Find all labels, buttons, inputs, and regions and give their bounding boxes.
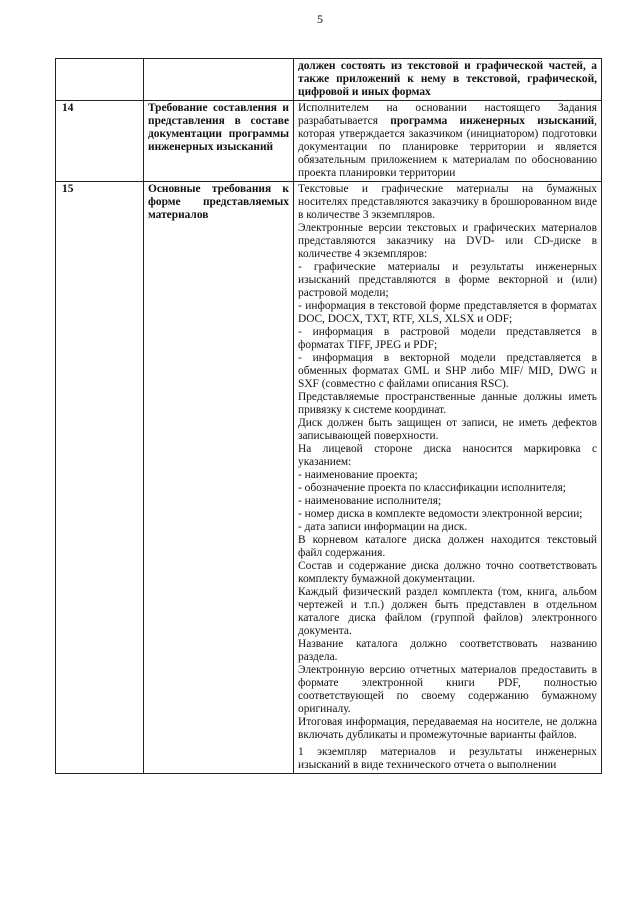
paragraph: Итоговая информация, передаваемая на носителе, не должна включать дубликаты и промежуточные варианты файлов. bbox=[298, 716, 597, 741]
row14-paragraph bbox=[298, 102, 597, 180]
paragraph: Электронные версии текстовых и графических материалов представляются заказчику на DVD- или CD-диске в количестве 4 экземпляров: bbox=[298, 222, 597, 260]
row-label-cell bbox=[144, 59, 294, 101]
page-number: 5 bbox=[317, 12, 323, 26]
table-row-continuation bbox=[56, 59, 602, 101]
row-content-cell bbox=[294, 59, 602, 101]
row-number: 15 bbox=[56, 182, 144, 774]
paragraph: - информация в растровой модели представляется в форматах TIFF, JPEG и PDF; bbox=[298, 326, 597, 351]
row14-text-a: Исполнителем на основании настоящего Задания разрабатывается bbox=[298, 102, 597, 127]
paragraph: Текстовые и графические материалы на бумажных носителях представляются заказчику в брошюрованном виде в количестве 3 экземпляров. bbox=[298, 183, 597, 221]
table-row-15 bbox=[56, 182, 602, 774]
row14-text-c: , которая утверждается заказчиком (инициатором) подготовки документации по планировке территории и является обязательным приложением к материалам по обоснованию проекта планировки территории bbox=[298, 115, 597, 179]
table-row-14 bbox=[56, 101, 602, 182]
paragraph: - наименование проекта; bbox=[298, 469, 418, 481]
row-label: Основные требования к форме представляемых материалов bbox=[144, 182, 294, 774]
row14-text-bold: программа инженерных изысканий bbox=[390, 115, 595, 127]
paragraph: На лицевой стороне диска наносится маркировка с указанием: bbox=[298, 443, 597, 468]
paragraph: - графические материалы и результаты инженерных изысканий представляются в форме векторной и (или) растровой модели; bbox=[298, 261, 597, 299]
paragraph: Состав и содержание диска должно точно соответствовать комплекту бумажной документации. bbox=[298, 560, 597, 585]
paragraph: 1 экземпляр материалов и результаты инженерных изысканий в виде технического отчета о выполнении bbox=[298, 746, 597, 771]
paragraph: - информация в текстовой форме представляется в форматах DOC, DOCX, TXT, RTF, XLS, XLSX и ODF; bbox=[298, 300, 597, 325]
paragraph: Название каталога должно соответствовать названию раздела. bbox=[298, 638, 597, 663]
paragraph: Электронную версию отчетных материалов предоставить в формате электронной книги PDF, полностью соответствующей по своему содержанию бумажному оригиналу. bbox=[298, 664, 597, 715]
row-content bbox=[294, 101, 602, 182]
paragraph: - дата записи информации на диск. bbox=[298, 521, 468, 533]
row-label: Требование составления и представления в составе документации программы инженерных изысканий bbox=[144, 101, 294, 182]
paragraph: - наименование исполнителя; bbox=[298, 495, 442, 507]
requirements-table bbox=[55, 58, 602, 774]
paragraph: Каждый физический раздел комплекта (том, книга, альбом чертежей и т.п.) должен быть представлен в отдельном каталоге диска файлом (группой файлов) электронного документа. bbox=[298, 586, 597, 637]
continuation-text: должен состоять из текстовой и графической частей, а также приложений к нему в текстовой, графической, цифровой и иных формах bbox=[298, 60, 597, 98]
paragraph: Представляемые пространственные данные должны иметь привязку к системе координат. bbox=[298, 391, 597, 416]
paragraph: - обозначение проекта по классификации исполнителя; bbox=[298, 482, 566, 494]
paragraph: - информация в векторной модели представляется в обменных форматах GML и SHP либо MIF/ MID, DWG и SXF (совместно с файлами описания RSC). bbox=[298, 352, 597, 390]
paragraph: Диск должен быть защищен от записи, не иметь дефектов записывающей поверхности. bbox=[298, 417, 597, 442]
row-number: 14 bbox=[56, 101, 144, 182]
paragraph: В корневом каталоге диска должен находится текстовый файл содержания. bbox=[298, 534, 597, 559]
paragraph: - номер диска в комплекте ведомости электронной версии; bbox=[298, 508, 583, 520]
row-content bbox=[294, 182, 602, 774]
row-number-cell bbox=[56, 59, 144, 101]
